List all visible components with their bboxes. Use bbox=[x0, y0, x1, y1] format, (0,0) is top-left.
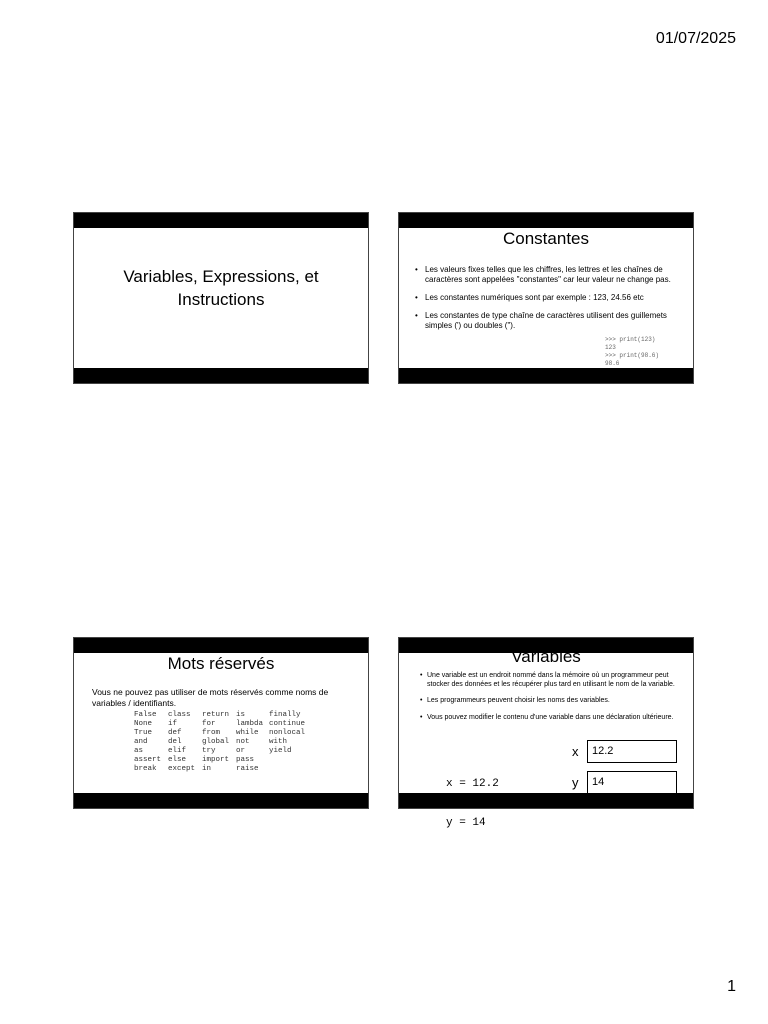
keyword-table bbox=[134, 711, 309, 774]
keyword: continue bbox=[269, 720, 306, 728]
keyword: True bbox=[134, 729, 153, 737]
slide-title: Mots réservés bbox=[167, 654, 275, 673]
code-line: y = 14 bbox=[446, 817, 486, 829]
slide-top-bar bbox=[74, 213, 368, 228]
keyword: lambda bbox=[236, 720, 264, 728]
slide-main-title bbox=[94, 265, 348, 311]
keyword: raise bbox=[236, 765, 259, 773]
keyword: not bbox=[236, 738, 250, 746]
var-x-label: x bbox=[572, 744, 579, 759]
slide-top-bar bbox=[399, 213, 693, 228]
keyword: import bbox=[202, 756, 230, 764]
keyword: global bbox=[202, 738, 230, 746]
keyword: from bbox=[202, 729, 221, 737]
bullet-item: • Les valeurs fixes telles que les chiffres, les lettres et les chaînes de caractères sont appelées "constantes" car leur valeur ne change pas. bbox=[425, 265, 679, 285]
keyword: break bbox=[134, 765, 157, 773]
bullet-item: • Une variable est un endroit nommé dans la mémoire où un programmeur peut stocker des données et les récupérer plus tard en utilisant le nom de la variable. bbox=[427, 672, 679, 689]
keyword: yield bbox=[269, 747, 292, 755]
slide-bottom-bar bbox=[74, 793, 368, 808]
slide-text: Vous ne pouvez pas utiliser de mots réservés comme noms de variables / identifiants. bbox=[92, 687, 329, 708]
var-x-box: 12.2 bbox=[587, 740, 677, 763]
keyword: in bbox=[202, 765, 212, 773]
print-date: 01/07/2025 bbox=[655, 30, 736, 47]
keyword: else bbox=[168, 756, 187, 764]
keyword bbox=[269, 765, 309, 774]
keyword: def bbox=[168, 729, 182, 737]
keyword: del bbox=[168, 738, 182, 746]
slide-title: Variables bbox=[511, 647, 581, 666]
keyword: finally bbox=[269, 711, 301, 719]
slide-bottom-bar bbox=[399, 793, 693, 808]
slide-top-bar bbox=[74, 638, 368, 653]
keyword: return bbox=[202, 711, 230, 719]
keyword: pass bbox=[236, 756, 255, 764]
title-line-2: Instructions bbox=[177, 290, 265, 309]
keyword: with bbox=[269, 738, 288, 746]
bullet-item: • Les constantes de type chaîne de caractères utilisent des guillemets simples (') ou doubles ("). bbox=[425, 311, 679, 331]
slide-title-variables bbox=[73, 212, 369, 384]
bullet-list bbox=[427, 672, 679, 730]
slide-bottom-bar bbox=[74, 368, 368, 383]
var-y-box: 14 bbox=[587, 771, 677, 794]
keyword: nonlocal bbox=[269, 729, 306, 737]
keyword: except bbox=[168, 765, 196, 773]
code-line: x = 12.2 bbox=[446, 778, 499, 790]
keyword bbox=[269, 756, 309, 765]
keyword: and bbox=[134, 738, 148, 746]
bullet-item: • Les constantes numériques sont par exemple : 123, 24.56 etc bbox=[425, 293, 679, 303]
keyword: try bbox=[202, 747, 216, 755]
keyword: or bbox=[236, 747, 246, 755]
var-y-label: y bbox=[572, 775, 579, 790]
slide-variables bbox=[398, 637, 694, 829]
slide-bottom-bar bbox=[399, 368, 693, 383]
keyword: assert bbox=[134, 756, 162, 764]
bullet-item: • Les programmeurs peuvent choisir les noms des variables. bbox=[427, 697, 679, 706]
slide-constantes bbox=[398, 212, 694, 384]
slide-mots-reserves bbox=[73, 637, 369, 809]
keyword: is bbox=[236, 711, 246, 719]
keyword: None bbox=[134, 720, 153, 728]
bullet-list bbox=[425, 265, 679, 339]
keyword: for bbox=[202, 720, 216, 728]
slide-title: Constantes bbox=[503, 229, 589, 248]
keyword: as bbox=[134, 747, 144, 755]
title-line-1: Variables, Expressions, et bbox=[123, 267, 319, 286]
keyword: elif bbox=[168, 747, 187, 755]
keyword: while bbox=[236, 729, 259, 737]
bullet-item: • Vous pouvez modifier le contenu d'une variable dans une déclaration ultérieure. bbox=[427, 714, 679, 723]
keyword: False bbox=[134, 711, 157, 719]
page-number: 1 bbox=[727, 978, 736, 995]
keyword: class bbox=[168, 711, 191, 719]
keyword: if bbox=[168, 720, 178, 728]
code-example: >>> print(123) 123 >>> print(98.6) 98.6 bbox=[605, 336, 660, 367]
